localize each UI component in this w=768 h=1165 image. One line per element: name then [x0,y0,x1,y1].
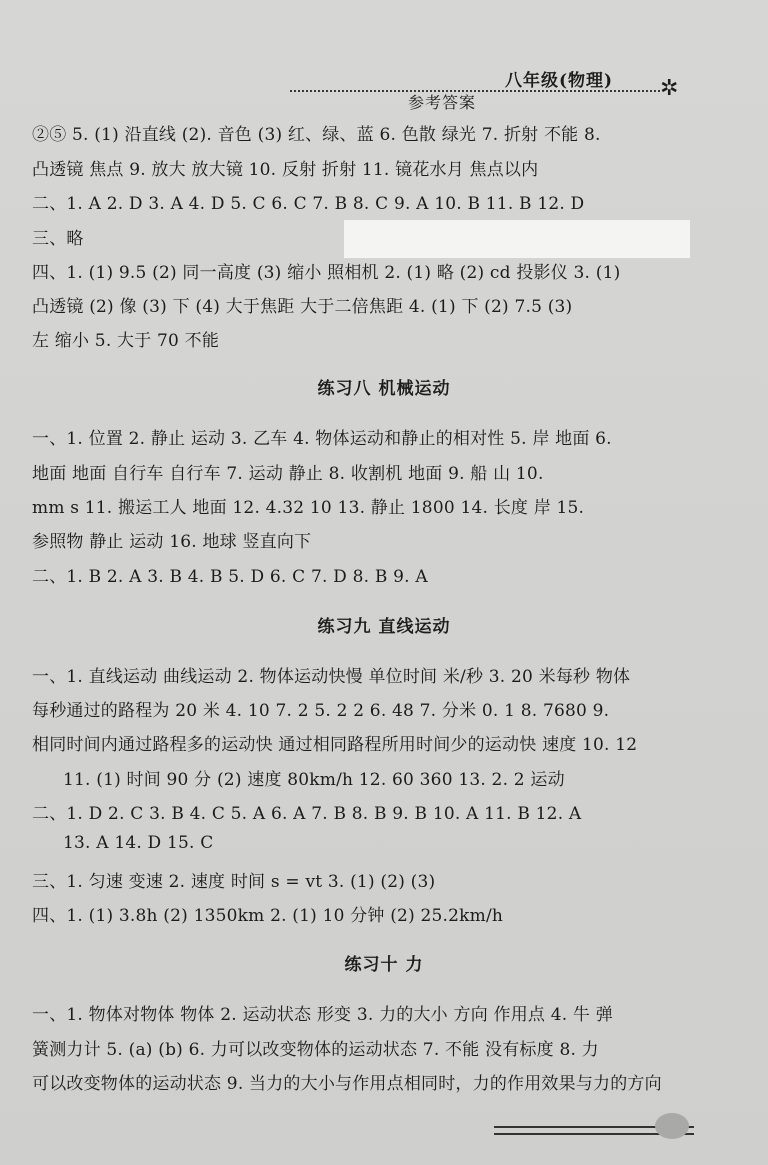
answer-line: 地面 地面 自行车 自行车 7. 运动 静止 8. 收割机 地面 9. 船 山 10. [32,464,544,484]
page-number-badge [655,1113,689,1139]
answer-line: 相同时间内通过路程多的运动快 通过相同路程所用时间少的运动快 速度 10. 12 [32,735,638,755]
answer-line: 可以改变物体的运动状态 9. 当力的大小与作用点相同时，力的作用效果与力的方向 [32,1074,662,1094]
answer-line: 簧测力计 5. (a) (b) 6. 力可以改变物体的运动状态 7. 不能 没有标度 8. 力 [32,1040,599,1060]
answer-line: 三、略 [32,229,84,249]
header-book-title: 八年级(物理) [505,71,614,91]
answer-line: 二、1. B 2. A 3. B 4. B 5. D 6. C 7. D 8. B 9. A [32,567,428,587]
answer-line: 二、1. D 2. C 3. B 4. C 5. A 6. A 7. B 8. B 9. B 10. A 11. B 12. A [32,804,582,824]
section-title: 练习九 直线运动 [317,617,451,637]
section-title: 练习八 机械运动 [317,379,451,399]
section-title: 练习十 力 [344,955,424,975]
answer-line: 凸透镜 焦点 9. 放大 放大镜 10. 反射 折射 11. 镜花水月 焦点以内 [32,160,539,180]
answer-line: mm s 11. 搬运工人 地面 12. 4.32 10 13. 静止 1800 14. 长度 岸 15. [32,498,585,518]
answer-line: 四、1. (1) 3.8h (2) 1350km 2. (1) 10 分钟 (2) 25.2km/h [32,906,504,926]
answer-line: 一、1. 直线运动 曲线运动 2. 物体运动快慢 单位时间 米/秒 3. 20 米每秒 物体 [32,667,631,687]
answer-line: 11. (1) 时间 90 分 (2) 速度 80km/h 12. 60 360 13. 2. 2 运动 [63,770,565,790]
answer-line: 三、1. 匀速 变速 2. 速度 时间 s = vt 3. (1) (2) (3) [32,872,436,892]
answer-line: 凸透镜 (2) 像 (3) 下 (4) 大于焦距 大于二倍焦距 4. (1) 下 (2) 7.5 (3) [32,297,573,317]
answer-line: 一、1. 位置 2. 静止 运动 3. 乙车 4. 物体运动和静止的相对性 5. 岸 地面 6. [32,429,612,449]
answer-line: 左 缩小 5. 大于 70 不能 [32,331,220,351]
answer-line: 四、1. (1) 9.5 (2) 同一高度 (3) 缩小 照相机 2. (1) 略 (2) cd 投影仪 3. (1) [32,263,621,283]
answer-line: 13. A 14. D 15. C [63,833,214,853]
answer-line: 二、1. A 2. D 3. A 4. D 5. C 6. C 7. B 8. C 9. A 10. B 11. B 12. D [32,194,585,214]
header-star-icon: ✲ [660,76,679,101]
answer-line: 每秒通过的路程为 20 米 4. 10 7. 2 5. 2 2 6. 48 7. 分米 0. 1 8. 7680 9. [32,701,610,721]
redaction-patch [344,220,690,258]
answer-line: ②⑤ 5. (1) 沿直线 (2). 音色 (3) 红、绿、蓝 6. 色散 绿光 7. 折射 不能 8. [32,125,601,145]
header-subtitle: 参考答案 [408,93,477,112]
answer-line: 一、1. 物体对物体 物体 2. 运动状态 形变 3. 力的大小 方向 作用点 4. 牛 弹 [32,1005,613,1025]
answer-line: 参照物 静止 运动 16. 地球 竖直向下 [32,532,312,552]
